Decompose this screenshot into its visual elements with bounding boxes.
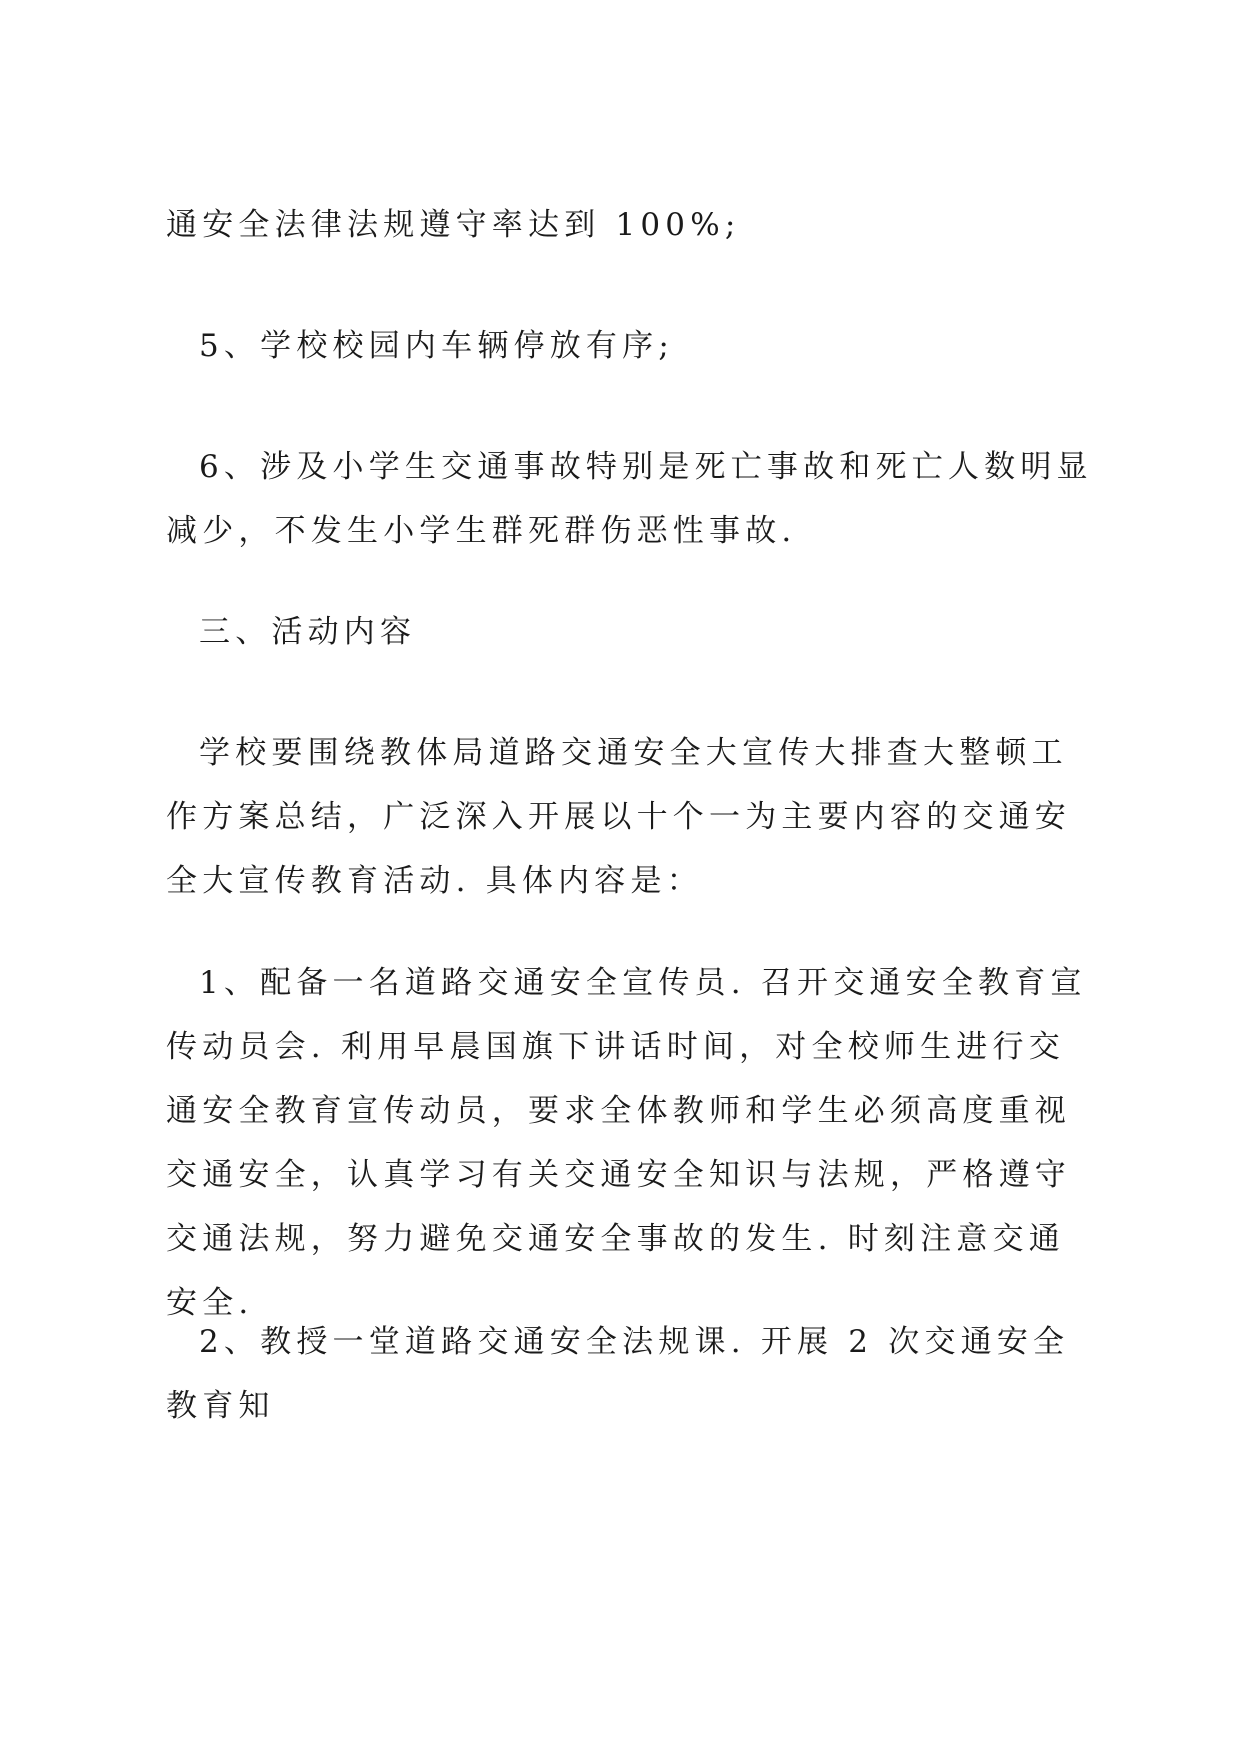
paragraph-item-5: 5、学校校园内车辆停放有序; xyxy=(199,328,674,364)
paragraph-activity-item-2: 2、教授一堂道路交通安全法规课. 开展 2 次交通安全教育知 xyxy=(166,1324,1070,1424)
paragraph-compliance-continuation: 通安全法律法规遵守率达到 100%; xyxy=(166,207,741,243)
paragraph-activity-item-1: 1、配备一名道路交通安全宣传员. 召开交通安全教育宣传动员会. 利用早晨国旗下讲话时间，对全校师生进行交通安全教育宣传动员，要求全体教师和学生必须高度重视交通安全，认真学习有关交通安全知识与法规，严格遵守交通法规，努力避免交通安全事故的发生. 时刻注意交通安全. xyxy=(166,965,1087,1321)
paragraph-activity-intro: 学校要围绕教体局道路交通安全大宣传大排查大整顿工作方案总结，广泛深入开展以十个一为主要内容的交通安全大宣传教育活动. 具体内容是： xyxy=(166,735,1071,899)
section-heading-activity-content: 三、活动内容 xyxy=(199,614,417,650)
paragraph-item-6: 6、涉及小学生交通事故特别是死亡事故和死亡人数明显减少，不发生小学生群死群伤恶性事故. xyxy=(166,449,1093,549)
